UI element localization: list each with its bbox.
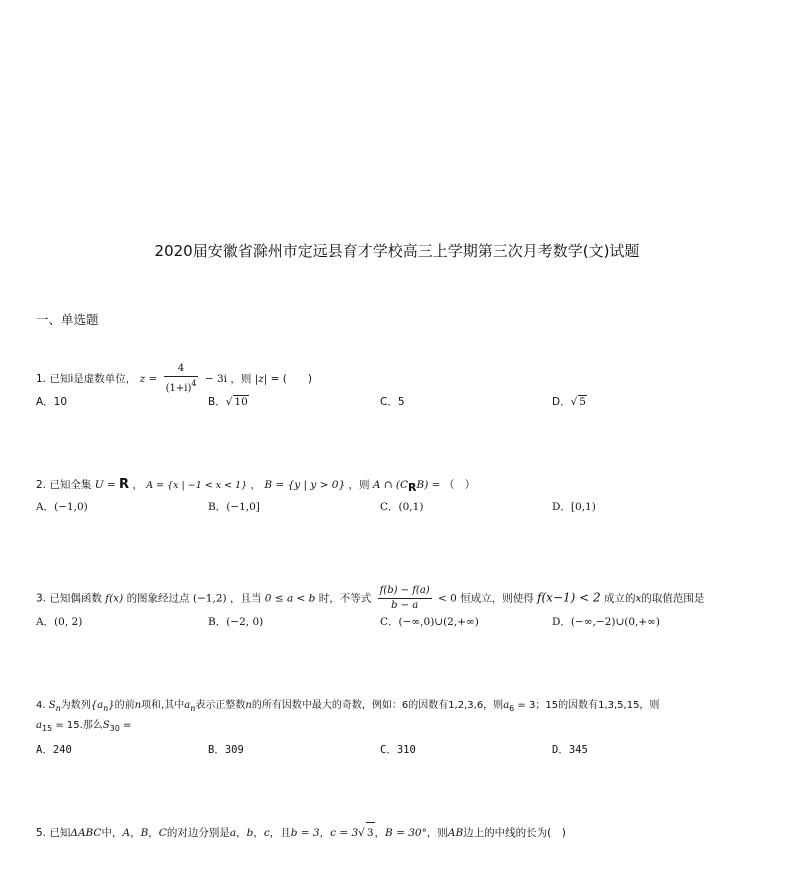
q3-option-d[interactable]: D．(−∞,−2)∪(0,+∞) bbox=[552, 616, 661, 628]
q1-option-b[interactable]: B．√ 10 bbox=[208, 396, 248, 408]
q3-option-b[interactable]: B．(−2, 0) bbox=[208, 616, 264, 628]
question-4-line-2: $a_{15} = 15$.那么$S_{30}$ = bbox=[36, 720, 132, 733]
q2-option-b[interactable]: B．(−1,0] bbox=[208, 501, 260, 513]
q4-option-d[interactable]: D．345 bbox=[552, 744, 588, 756]
q1-fraction: $\frac{4}{(1+i)^4}$ bbox=[165, 363, 197, 394]
q2-option-c[interactable]: C．(0,1) bbox=[380, 501, 424, 513]
q4-option-a[interactable]: A．240 bbox=[36, 744, 72, 756]
q1-option-a[interactable]: A．10 bbox=[36, 396, 68, 408]
question-5-stem: 5. 已知ΔABC中，A，B，C的对边分别是a，b，c，且b = 3，c = 3√ 3，B = 30°，则AB边上的中线的长为( ) bbox=[36, 822, 566, 843]
section-heading: 一、单选题 bbox=[36, 312, 99, 327]
question-2-stem: 2. 已知全集 U = R ， A = {x | −1 < x < 1} ， B = {y | y > 0} ，则 A ∩ (CRB) = （ ） bbox=[36, 477, 476, 494]
q3-option-a[interactable]: A．(0, 2) bbox=[36, 616, 83, 628]
q2-option-a[interactable]: A．(−1,0) bbox=[36, 501, 88, 513]
q4-option-c[interactable]: C．310 bbox=[380, 744, 416, 756]
question-4-line-1: 4. $S_n$为数列$\{a_n\}$的前n项和,其中$a_n$表示正整数n的所有因数中最大的奇数，例如：6的因数有1,2,3,6，则$a_6 = 3$；15的因数有1,3,5,15，则 bbox=[36, 700, 660, 713]
q3-option-c[interactable]: C．(−∞,0)∪(2,+∞) bbox=[380, 616, 479, 628]
q3-fraction: $\frac{f(b) - f(a)}{b - a}$ bbox=[379, 585, 430, 611]
q2-option-d[interactable]: D．[0,1) bbox=[552, 501, 596, 513]
q1-option-d[interactable]: D．√ 5 bbox=[552, 396, 586, 408]
question-1-stem: 1. 已知i是虚数单位， z = $\frac{4}{(1+i)^4}$ − 3i ，则 |z| = ( ) bbox=[36, 363, 312, 394]
document-title: 2020届安徽省滁州市定远县育才学校高三上学期第三次月考数学(文)试题 bbox=[154, 242, 640, 260]
q1-option-c[interactable]: C．5 bbox=[380, 396, 405, 408]
q4-option-b[interactable]: B．309 bbox=[208, 744, 244, 756]
question-3-stem: 3. 已知偶函数 f(x) 的图象经过点 (−1,2) ，且当 0 ≤ a < b 时，不等式 $\frac{f(b) - f(a)}{b - a}$ < 0 恒成立，则使得 f(x−1) < 2 成立的x的取值范围是 bbox=[36, 585, 705, 611]
